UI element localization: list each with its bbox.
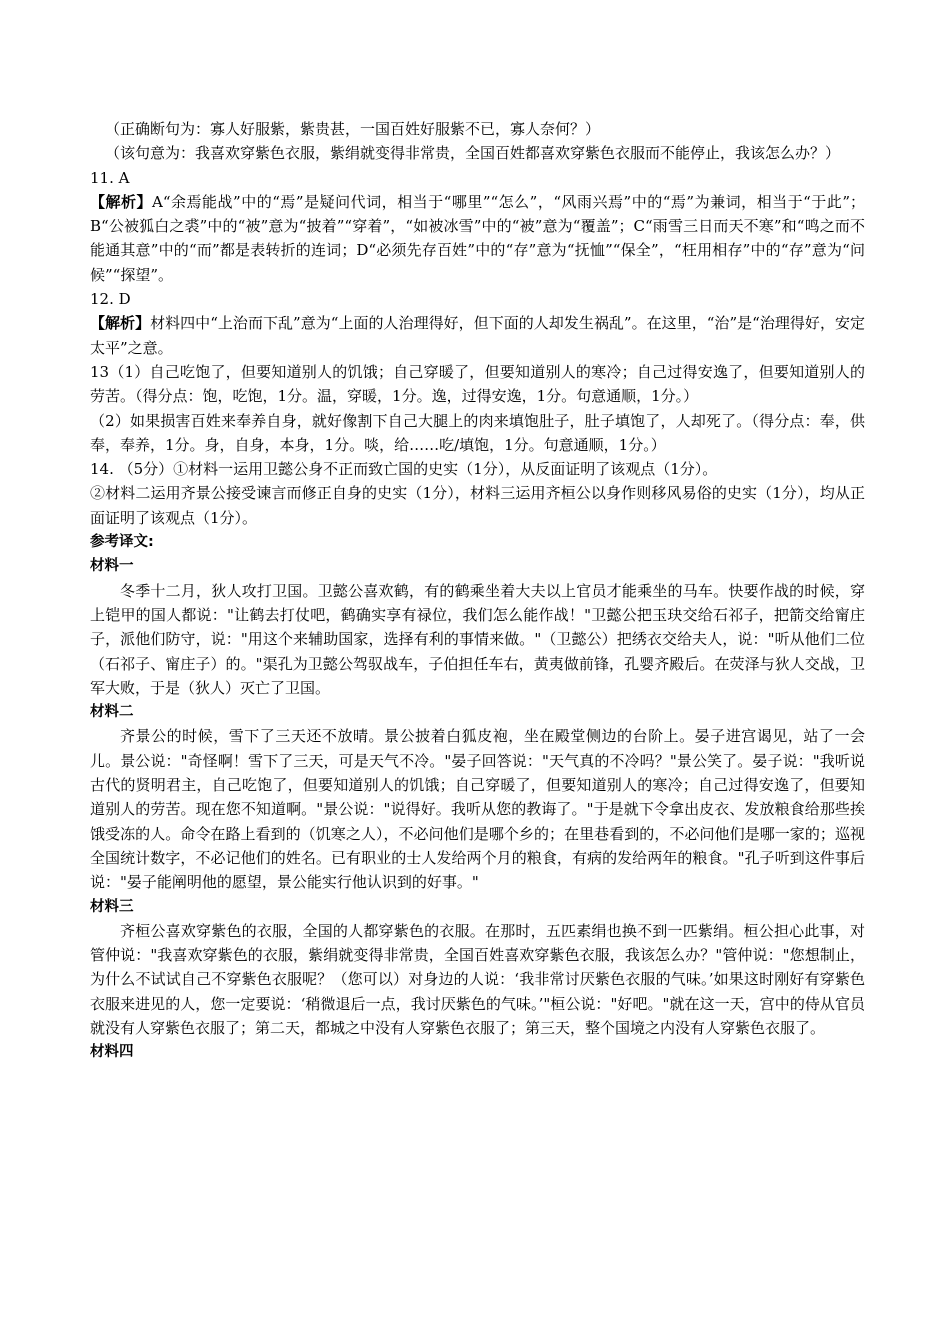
material-3-title: 材料三 xyxy=(90,898,134,915)
material-2-text: 齐景公的时候，雪下了三天还不放晴。景公披着白狐皮袍，坐在殿堂侧边的台阶上。晏子进宫谒见，站了一会儿。景公说："奇怪啊！雪下了三天，可是天气不冷。"晏子回答说："天气真的不冷吗？"景公笑了。晏子说："我听说古代的贤明君主，自己吃饱了，但要知道别人的饥饿；自己穿暖了，但要知道别人的寒冷；自己过得安逸了，但要知道别人的劳苦。现在您不知道啊。"景公说："说得好。我听从您的教诲了。"于是就下令拿出皮衣、发放粮食给那些挨饿受冻的人。命令在路上看到的（饥寒之人），不必问他们是哪个乡的；在里巷看到的，不必问他们是哪一家的；巡视全国统计数字，不必记他们的姓名。已有职业的士人发给两个月的粮食，有病的发给两年的粮食。"孔子听到这件事后说："晏子能阐明他的愿望，景公能实行他认识到的好事。" xyxy=(90,727,865,892)
answer-12: 12. D xyxy=(90,290,131,309)
material-1-text: 冬季十二月，狄人攻打卫国。卫懿公喜欢鹤，有的鹤乘坐着大夫以上官员才能乘坐的马车。快要作战的时候，穿上铠甲的国人都说："让鹤去打仗吧，鹤确实享有禄位，我们怎么能作战！"卫懿公把玉玦交给石祁子，把箭交给甯庄子，派他们防守，说："用这个来辅助国家，选择有利的事情来做。"（卫懿公）把绣衣交给夫人，说："听从他们二位（石祁子、甯庄子）的。"渠孔为卫懿公驾驭战车，子伯担任车右，黄夷做前锋，孔婴齐殿后。在荧泽与狄人交战，卫军大败，于是（狄人）灭亡了卫国。 xyxy=(90,581,865,697)
material-3-text: 齐桓公喜欢穿紫色的衣服，全国的人都穿紫色的衣服。在那时，五匹素绢也换不到一匹紫绢。桓公担心此事，对管仲说："我喜欢穿紫色的衣服，紫绢就变得非常贵，全国百姓喜欢穿紫色衣服，我该怎么办？"管仲说："您想制止，为什么不试试自己不穿紫色衣服呢？（您可以）对身边的人说：‘我非常讨厌紫色衣服的气味。’如果这时刚好有穿紫色衣服来进见的人，您一定要说：‘稍微退后一点，我讨厌紫色的气味。’"桓公说："好吧。"就在这一天，宫中的侍从官员就没有人穿紫色衣服了；第二天，都城之中没有人穿紫色衣服了；第三天，整个国境之内没有人穿紫色衣服了。 xyxy=(90,921,865,1037)
answer-14-1: 14. （5分）①材料一运用卫懿公身不正而致亡国的史实（1分），从反面证明了该观点（1分）。 xyxy=(90,460,718,479)
material-1-title: 材料一 xyxy=(90,558,134,575)
answer-note-punctuation: （正确断句为：寡人好服紫，紫贵甚，一国百姓好服紫不已，寡人奈何？） xyxy=(105,120,601,138)
answer-13-1: 13（1）自己吃饱了，但要知道别人的饥饿；自己穿暖了，但要知道别人的寒冷；自己过得安逸了，但要知道别人的劳苦。（得分点：饱，吃饱，1分。温，穿暖，1分。逸，过得安逸，1分。句意通顺，1分。） xyxy=(90,362,865,406)
analysis-11-text: A“余焉能战”中的“焉”是疑问代词，相当于“哪里”“怎么”，“风雨兴焉”中的“焉”为兼词，相当于“于此”；B“公被狐白之裘”中的“被”意为“披着”“穿着”，“如被冰雪”中的“被”意为“覆盖”；C“雨雪三日而天不寒”和“鸣之而不能通其意”中的“而”都是表转折的连词；D“必须先存百姓”中的“存”意为“抚恤”“保全”，“枉用相存”中的“存”意为“问候”“探望”。 xyxy=(90,192,865,284)
answer-13-2: （2）如果损害百姓来奉养自身，就好像割下自己大腿上的肉来填饱肚子，肚子填饱了，人却死了。（得分点：奉，供奉，奉养，1分。身，自身，本身，1分。啖，给……吃/填饱，1分。句意通顺，1分。） xyxy=(90,411,865,454)
analysis-11 xyxy=(90,190,865,287)
analysis-tag: 【解析】 xyxy=(90,192,153,211)
translation-heading: 参考译文: xyxy=(90,534,154,551)
answer-note-meaning: （该句意为：我喜欢穿紫色衣服，紫绢就变得非常贵，全国百姓都喜欢穿紫色衣服而不能停止，我该怎么办？） xyxy=(105,144,841,163)
material-4-title: 材料四 xyxy=(90,1044,134,1061)
answer-14-2: ②材料二运用齐景公接受谏言而修正自身的史实（1分），材料三运用齐桓公以身作则移风易俗的史实（1分），均从正面证明了该观点（1分）。 xyxy=(90,484,865,527)
material-2-title: 材料二 xyxy=(90,704,134,721)
document-page xyxy=(90,117,865,1065)
analysis-12-text: 材料四中“上治而下乱”意为“上面的人治理得好，但下面的人却发生祸乱”。在这里，“治”是“治理得好，安定太平”之意。 xyxy=(90,314,865,357)
analysis-tag: 【解析】 xyxy=(90,314,151,333)
answer-11: 11. A xyxy=(90,168,130,187)
analysis-12 xyxy=(90,311,865,360)
